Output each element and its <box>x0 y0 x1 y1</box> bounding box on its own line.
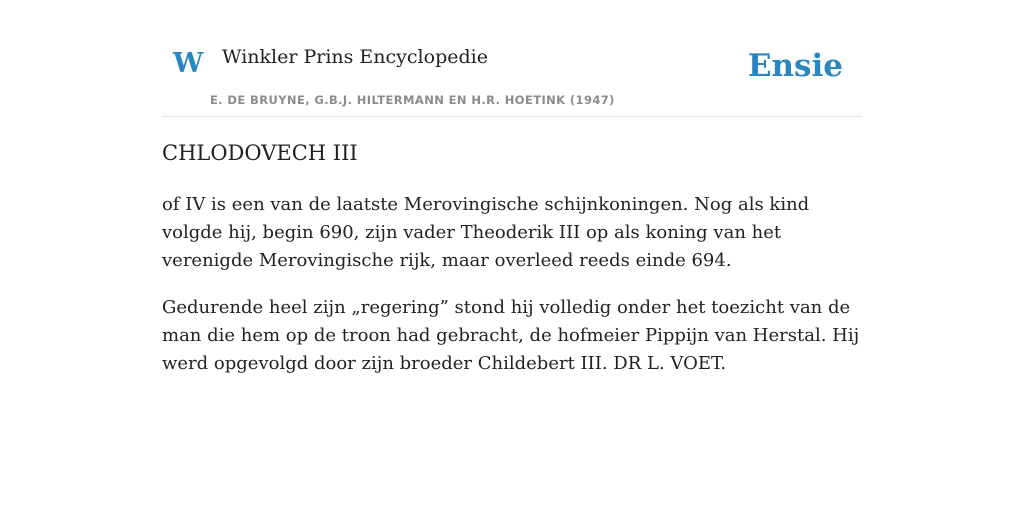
article-body <box>162 191 862 397</box>
article-paragraph: Gedurende heel zijn „regering” stond hij volledig onder het toezicht van de man die hem op de troon had gebracht, de hofmeier Pippijn van Herstal. Hij werd opgevolgd door zijn broeder Childebert III. DR L. VOET. <box>162 297 860 374</box>
ensie-logo[interactable]: Ensie <box>747 48 843 84</box>
encyclopedia-title[interactable]: Winkler Prins Encyclopedie <box>222 46 488 68</box>
article-title: CHLODOVECH III <box>162 141 358 165</box>
article-paragraph: of IV is een van de laatste Merovingische schijnkoningen. Nog als kind volgde hij, begin 690, zijn vader Theoderik III op als koning van het verenigde Merovingische rijk, maar overleed reeds einde 694. <box>162 194 810 271</box>
header <box>162 0 862 117</box>
encyclopedia-authors: E. DE BRUYNE, G.B.J. HILTERMANN EN H.R. HOETINK (1947) <box>210 93 615 107</box>
winkler-prins-logo[interactable]: W <box>173 48 204 79</box>
